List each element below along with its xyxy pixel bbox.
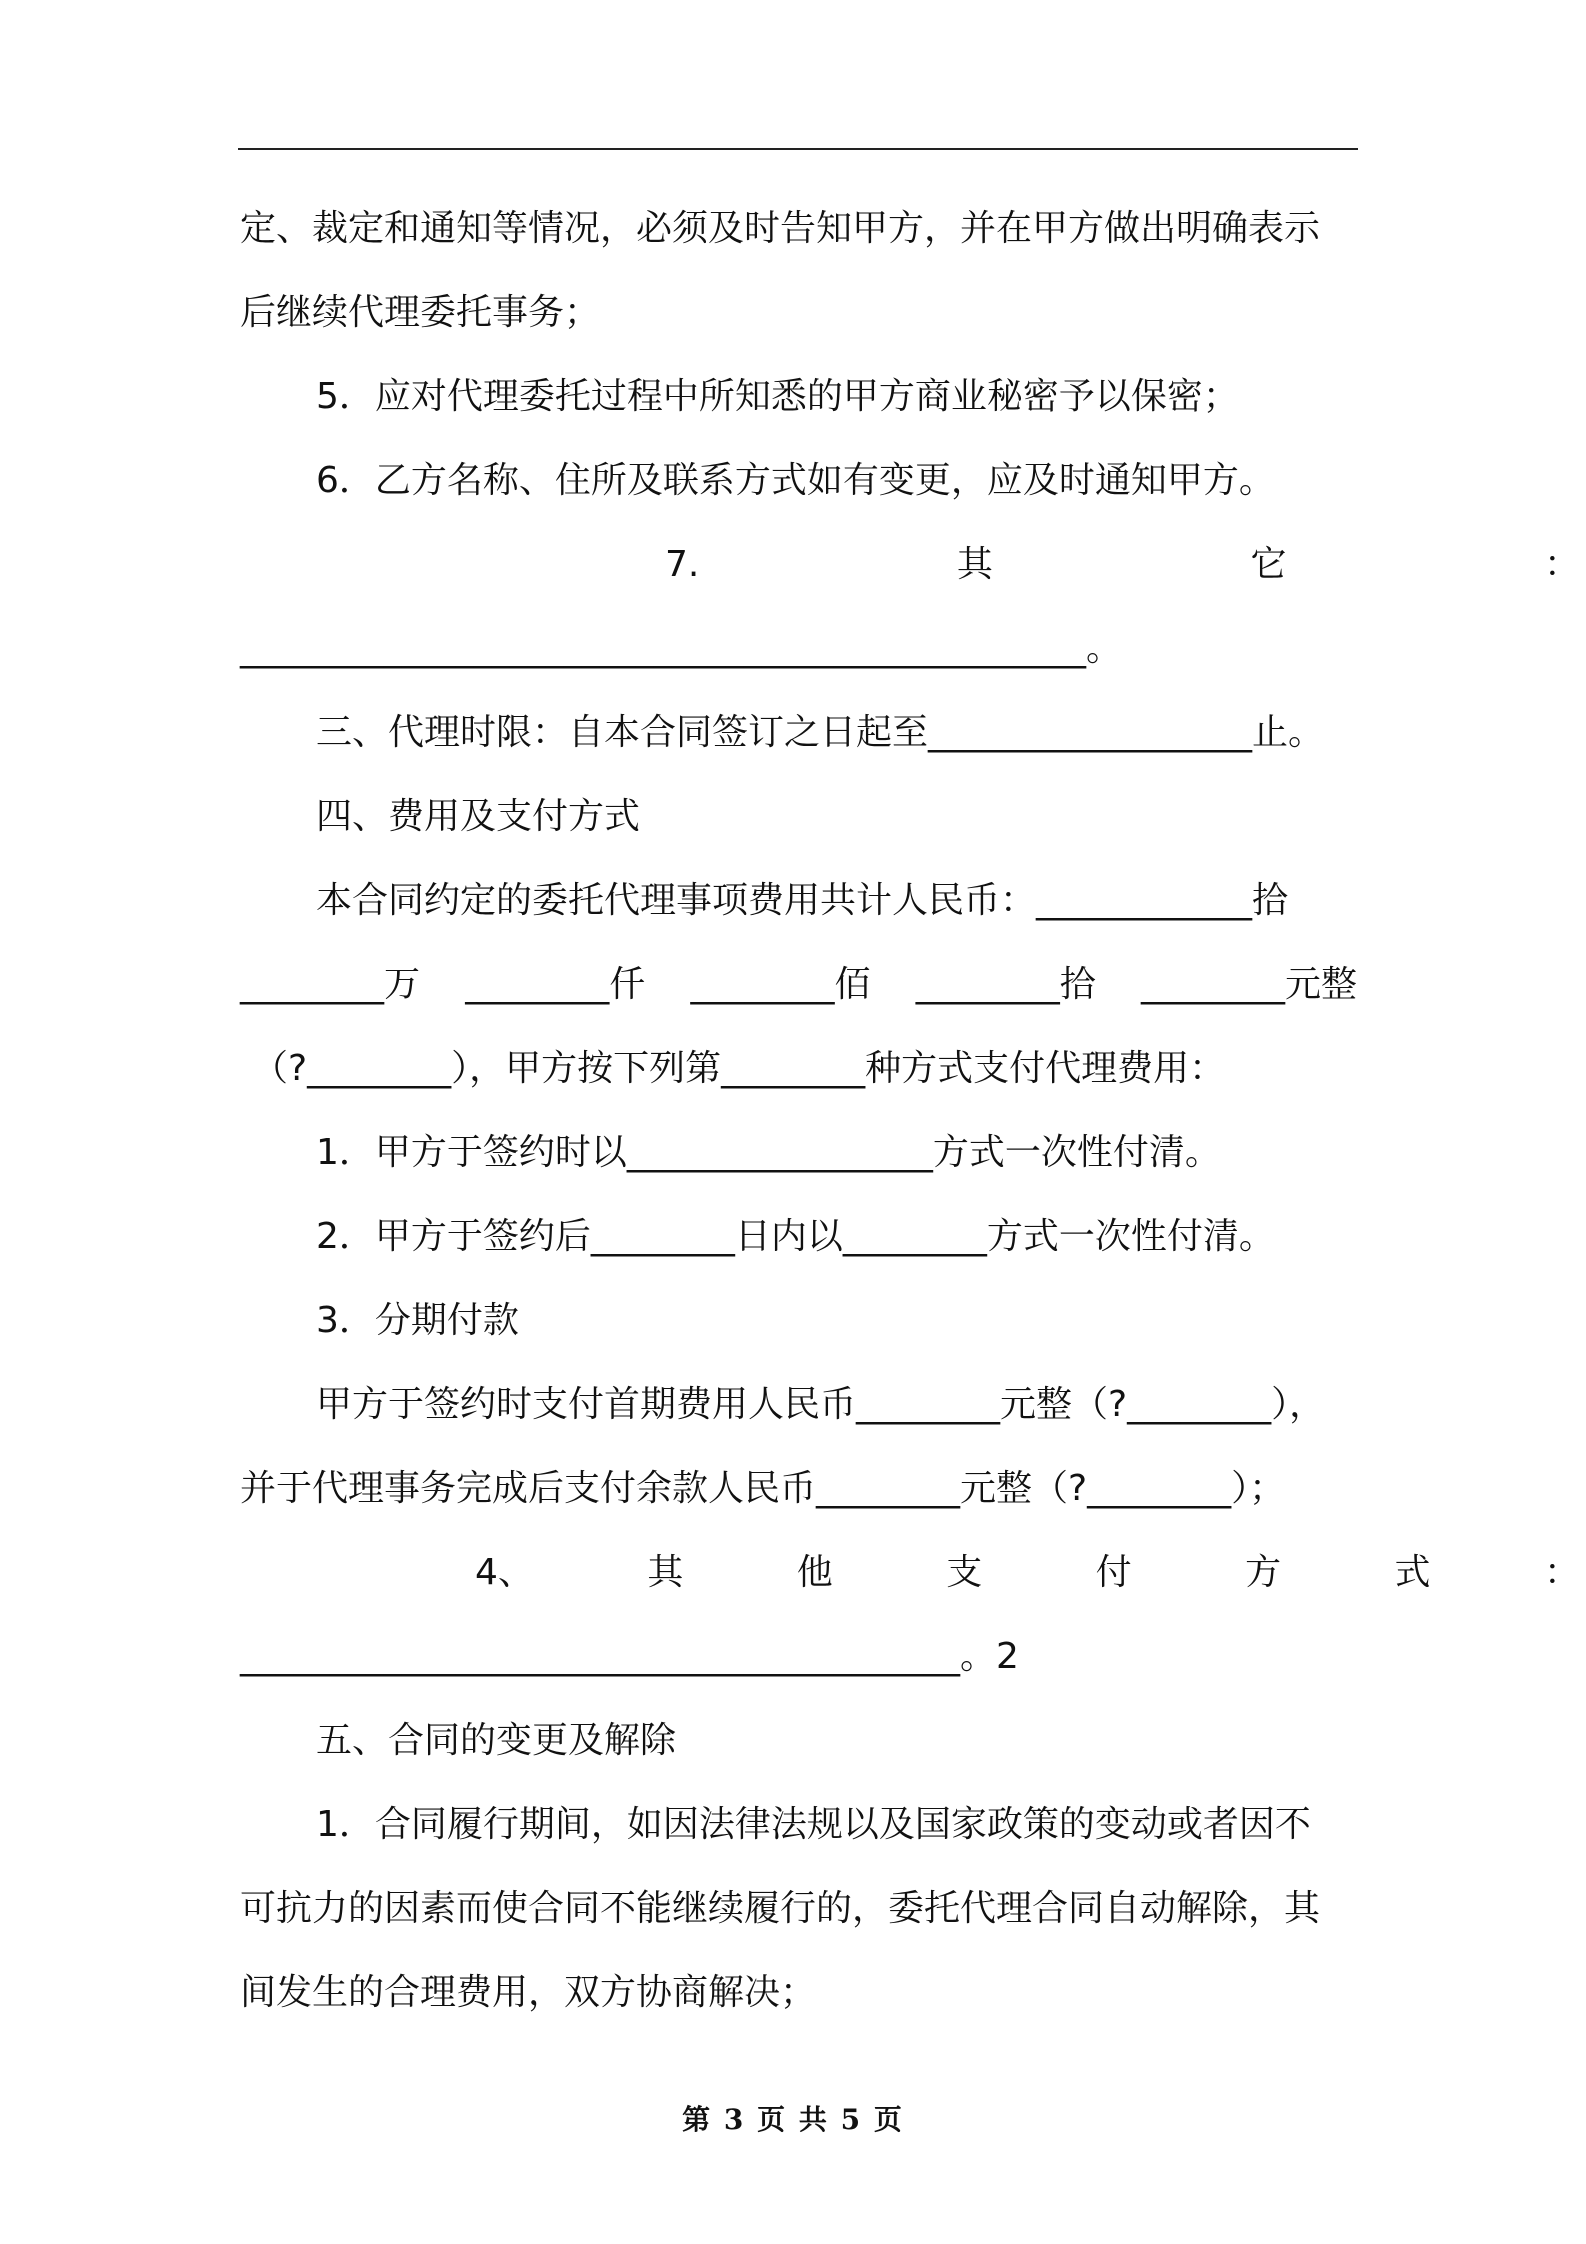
installment-line-1: 甲方于签约时支付首期费用人民币________元整（?________）， — [316, 1384, 1326, 1425]
clause-5: 5．应对代理委托过程中所知悉的甲方商业秘密予以保密； — [316, 376, 1239, 417]
clause-7-colon: ： — [1543, 544, 1580, 585]
payment-option-4-heading — [240, 1541, 1580, 1625]
paragraph-line: 间发生的合理费用，双方协商解决； — [240, 1972, 817, 2013]
option-4-blank: ________________________________________。2 — [240, 1636, 1019, 1677]
section-4-heading: 四、费用及支付方式 — [316, 796, 641, 837]
header-rule — [238, 148, 1358, 150]
fee-amount-line — [240, 953, 1357, 1037]
payment-option-3: 3．分期付款 — [316, 1300, 519, 1341]
paragraph-line: 定、裁定和通知等情况，必须及时告知甲方，并在甲方做出明确表示 — [240, 208, 1321, 249]
section-5-clause-1: 1．合同履行期间，如因法律法规以及国家政策的变动或者因不 — [316, 1804, 1311, 1845]
clause-7-number: 7. — [665, 544, 700, 585]
paragraph-line: 后继续代理委托事务； — [240, 292, 601, 333]
payment-option-1: 1．甲方于签约时以_________________方式一次性付清。 — [316, 1132, 1221, 1173]
installment-line-2: 并于代理事务完成后支付余款人民币________元整（?________）； — [240, 1468, 1286, 1509]
option-4-number: 4、 — [475, 1552, 534, 1593]
amount-shi: ________拾 — [915, 964, 1096, 1005]
option-4-char: 其 — [647, 1552, 684, 1593]
fee-total-line: 本合同约定的委托代理事项费用共计人民币：____________拾 — [316, 880, 1289, 921]
amount-bai: ________佰 — [690, 964, 871, 1005]
amount-qian: ________仟 — [465, 964, 646, 1005]
section-5-heading: 五、合同的变更及解除 — [316, 1720, 677, 1761]
clause-6: 6．乙方名称、住所及联系方式如有变更，应及时通知甲方。 — [316, 460, 1275, 501]
payment-option-2: 2．甲方于签约后________日内以________方式一次性付清。 — [316, 1216, 1275, 1257]
clause-7-char: 它 — [1250, 544, 1287, 585]
option-4-char: 他 — [796, 1552, 833, 1593]
option-4-colon: ： — [1543, 1552, 1580, 1593]
option-4-char: 式 — [1394, 1552, 1431, 1593]
amount-yuan: ________元整 — [1140, 964, 1357, 1005]
option-4-char: 付 — [1095, 1552, 1132, 1593]
page-number: 第 3 页 共 5 页 — [682, 2103, 904, 2136]
document-body — [240, 197, 1580, 2045]
paragraph-line: 可抗力的因素而使合同不能继续履行的，委托代理合同自动解除，其 — [240, 1888, 1321, 1929]
option-4-char: 方 — [1245, 1552, 1282, 1593]
clause-7-char: 其 — [956, 544, 993, 585]
clause-7-blank: _______________________________________________。 — [240, 628, 1122, 669]
clause-7-heading — [240, 533, 1580, 617]
section-3-term: 三、代理时限：自本合同签订之日起至__________________止。 — [316, 712, 1325, 753]
option-4-char: 支 — [946, 1552, 983, 1593]
amount-wan: ________万 — [240, 964, 421, 1005]
fee-method-line: （?________），甲方按下列第________种方式支付代理费用： — [252, 1048, 1226, 1089]
